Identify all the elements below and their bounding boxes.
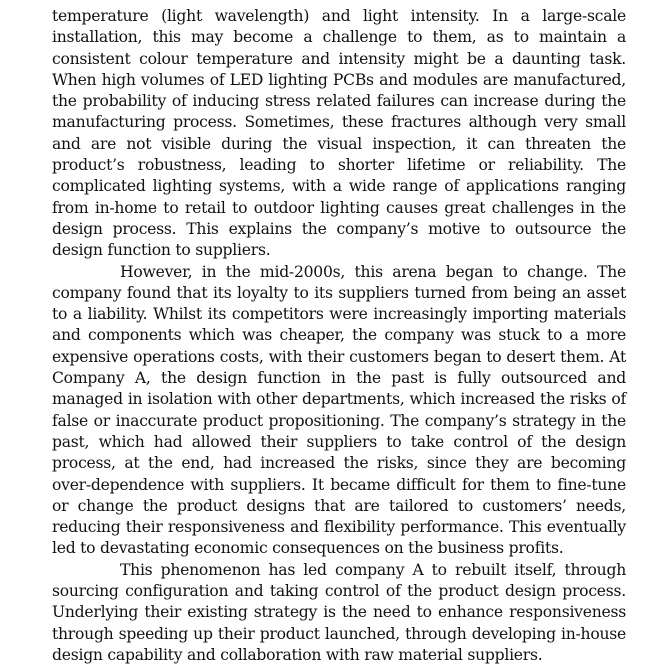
paragraph-rebuilding-strategy: This phenomenon has led company A to rebuilt itself, through sourcing configuration and taking control of the product design process. Underlying their existing strategy is the need to enhance responsiveness through speeding up their product launched, through developing in-house design capability and collaboration with raw material suppliers. [52, 560, 626, 664]
paragraph-supplier-dependence: However, in the mid-2000s, this arena began to change. The company found that its loyalty to its suppliers turned from being an asset to a liability. Whilst its competitors were increasingly importing materials and components which was cheaper, the company was stuck to a more expensive operations costs, with their customers began to desert them. At Company A, the design function in the past is fully outsourced and managed in isolation with other departments, which increased the risks of false or inaccurate product propositioning. The company’s strategy in the past, which had allowed their suppliers to take control of the design process, at the end, had increased the risks, since they are becoming over-dependence with suppliers. It became difficult for them to fine-tune or change the product designs that are tailored to customers’ needs, reducing their responsiveness and flexibility performance. This eventually led to devastating economic consequences on the business profits. [52, 262, 626, 558]
paragraph-outsourcing-motive: temperature (light wavelength) and light intensity. In a large-scale installation, this may become a challenge to them, as to maintain a consistent colour temperature and intensity might be a daunting task. When high volumes of LED lighting PCBs and modules are manufactured, the probability of inducing stress related failures can increase during the manufacturing process. Sometimes, these fractures although very small and are not visible during the visual inspection, it can threaten the product’s robustness, leading to shorter lifetime or reliability. The complicated lighting systems, with a wide range of applications ranging from in-home to retail to outdoor lighting causes great challenges in the design process. This explains the company’s motive to outsource the design function to suppliers. [52, 7, 626, 260]
document-body [52, 6, 626, 666]
